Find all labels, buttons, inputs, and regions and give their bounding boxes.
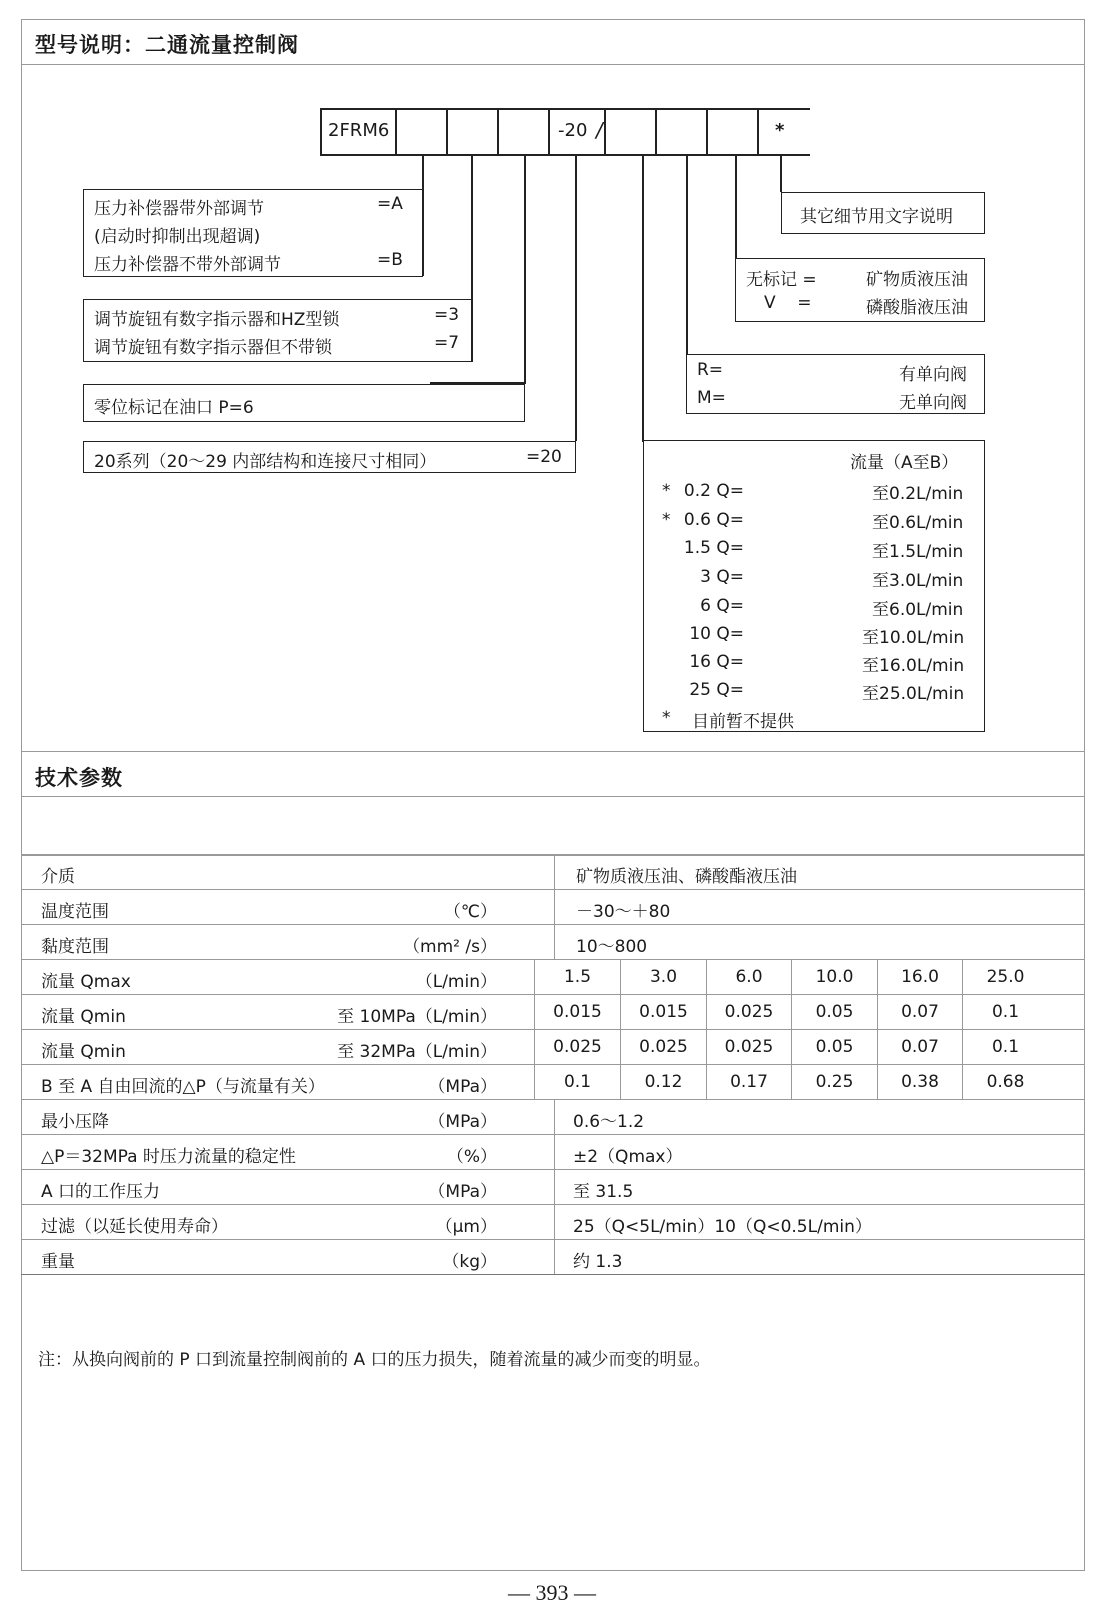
- param-unit: 至 32MPa（L/min）: [337, 1042, 497, 1062]
- table-cell: 0.1: [962, 1030, 1048, 1064]
- flow-q: 25 Q=: [689, 680, 744, 700]
- series-value: =20: [526, 447, 562, 467]
- flow-value: 至0.2L/min: [872, 484, 964, 504]
- param-unit: （mm² /s）: [403, 937, 497, 957]
- param-unit: （℃）: [443, 902, 497, 922]
- code-series: -20: [558, 120, 588, 141]
- tech-section-title: 技术参数: [35, 766, 123, 790]
- option-3-value: =3: [434, 305, 460, 325]
- param-value: 约 1.3: [573, 1252, 623, 1272]
- table-row: [21, 1100, 1085, 1135]
- flow-value: 至0.6L/min: [872, 513, 964, 533]
- fluid-value-2: 磷酸脂液压油: [866, 298, 968, 318]
- param-unit: （μm）: [435, 1217, 497, 1237]
- flow-q: 10 Q=: [689, 624, 744, 644]
- table-cell: 0.05: [791, 995, 877, 1029]
- check-valve-box: [686, 354, 985, 414]
- param-label: 流量 Qmax: [41, 972, 131, 992]
- flow-q: 1.5 Q=: [683, 538, 744, 558]
- param-label: A 口的工作压力: [41, 1182, 161, 1202]
- flow-q: 0.2 Q=: [683, 481, 744, 501]
- table-cell: 0.025: [706, 1030, 791, 1064]
- table-row: [21, 960, 1085, 995]
- param-value: 矿物质液压油、磷酸酯液压油: [576, 867, 797, 887]
- option-7-value: =7: [434, 333, 460, 353]
- flow-q: 0.6 Q=: [683, 510, 744, 530]
- option-b-label: 压力补偿器不带外部调节: [94, 255, 281, 275]
- param-value: 至 31.5: [573, 1182, 634, 1202]
- table-row: [21, 995, 1085, 1030]
- param-label: B 至 A 自由回流的△P（与流量有关）: [41, 1077, 325, 1097]
- table-cell: 0.17: [706, 1065, 791, 1099]
- param-label: 介质: [41, 867, 75, 887]
- table-row: [21, 1030, 1085, 1065]
- check-key-r: R=: [697, 360, 724, 380]
- table-cell: 0.07: [877, 1030, 962, 1064]
- other-details-box: [781, 192, 985, 234]
- fluid-key-1: 无标记 =: [746, 270, 817, 290]
- table-cell: 0.68: [962, 1065, 1048, 1099]
- param-label: 流量 Qmin: [41, 1042, 126, 1062]
- flow-option-box: [643, 440, 985, 732]
- table-cell: 0.025: [706, 995, 791, 1029]
- param-label: 温度范围: [41, 902, 109, 922]
- compensator-option-box: [83, 189, 423, 277]
- table-row: [21, 1065, 1085, 1100]
- code-slash: /: [596, 118, 603, 142]
- table-row: [21, 925, 1085, 960]
- model-code-strip: [320, 108, 810, 156]
- flow-value: 至25.0L/min: [862, 684, 965, 704]
- check-value-m: 无单向阀: [899, 393, 967, 413]
- table-cell: 0.015: [534, 995, 620, 1029]
- flow-q: 16 Q=: [689, 652, 744, 672]
- series-label: 20系列（20～29 内部结构和连接尺寸相同）: [94, 452, 437, 472]
- option-3-label: 调节旋钮有数字指示器和HZ型锁: [94, 310, 340, 330]
- model-section-header: [21, 19, 1085, 65]
- table-cell: 0.05: [791, 1030, 877, 1064]
- flow-value: 至1.5L/min: [872, 542, 964, 562]
- zero-mark-box: [83, 384, 525, 422]
- table-row: [21, 1170, 1085, 1205]
- flow-value: 至16.0L/min: [862, 656, 965, 676]
- table-cell: 0.025: [534, 1030, 620, 1064]
- other-details-label: 其它细节用文字说明: [800, 207, 953, 227]
- flow-q: 6 Q=: [700, 596, 744, 616]
- zero-mark-label: 零位标记在油口 P=6: [94, 398, 254, 418]
- table-cell: 0.07: [877, 995, 962, 1029]
- table-cell: 0.12: [620, 1065, 706, 1099]
- param-value: 25（Q<5L/min）10（Q<0.5L/min）: [573, 1217, 872, 1237]
- param-unit: （L/min）: [415, 972, 497, 992]
- param-label: △P＝32MPa 时压力流量的稳定性: [41, 1147, 296, 1167]
- knob-option-box: [83, 299, 472, 362]
- table-cell: 0.38: [877, 1065, 962, 1099]
- flow-footnote: 目前暂不提供: [692, 712, 794, 732]
- flow-footnote-mark: *: [662, 708, 671, 728]
- check-value-r: 有单向阀: [899, 365, 967, 385]
- fluid-value-1: 矿物质液压油: [866, 270, 968, 290]
- flow-mark: *: [662, 481, 671, 501]
- table-cell: 10.0: [791, 960, 877, 994]
- table-cell: 6.0: [706, 960, 791, 994]
- param-unit: （MPa）: [428, 1077, 497, 1097]
- table-cell: 0.25: [791, 1065, 877, 1099]
- flow-mark: *: [662, 510, 671, 530]
- table-cell: 0.1: [962, 995, 1048, 1029]
- series-box: [83, 441, 576, 473]
- table-cell: 3.0: [620, 960, 706, 994]
- model-section-title: 型号说明：二通流量控制阀: [35, 33, 299, 57]
- param-unit: 至 10MPa（L/min）: [337, 1007, 497, 1027]
- param-label: 重量: [41, 1252, 75, 1272]
- option-a-value: =A: [377, 194, 403, 214]
- check-key-m: M=: [697, 388, 726, 408]
- param-value: ±2（Qmax）: [573, 1147, 683, 1167]
- param-label: 过滤（以延长使用寿命）: [41, 1217, 228, 1237]
- table-cell: 16.0: [877, 960, 962, 994]
- param-value: 0.6～1.2: [573, 1112, 645, 1132]
- param-value: 10～800: [576, 937, 648, 957]
- option-a-note: (启动时抑制出现超调): [94, 227, 261, 247]
- flow-value: 至3.0L/min: [872, 571, 964, 591]
- table-cell: 1.5: [534, 960, 620, 994]
- tech-section-header: [21, 751, 1085, 797]
- table-row: [21, 1135, 1085, 1170]
- page-number: — 393 —: [508, 1580, 596, 1605]
- option-7-label: 调节旋钮有数字指示器但不带锁: [94, 338, 332, 358]
- param-unit: （MPa）: [428, 1182, 497, 1202]
- code-asterisk: *: [775, 120, 785, 141]
- fluid-key-2: V =: [764, 293, 812, 313]
- fluid-option-box: [735, 258, 985, 322]
- flow-value: 至6.0L/min: [872, 600, 964, 620]
- table-cell: 0.015: [620, 995, 706, 1029]
- param-unit: （kg）: [442, 1252, 497, 1272]
- table-row: [21, 855, 1085, 890]
- table-cell: 0.1: [534, 1065, 620, 1099]
- table-cell: 25.0: [962, 960, 1048, 994]
- option-b-value: =B: [377, 250, 403, 270]
- param-unit: （%）: [446, 1147, 497, 1167]
- flow-value: 至10.0L/min: [862, 628, 965, 648]
- param-unit: （MPa）: [428, 1112, 497, 1132]
- table-row: [21, 890, 1085, 925]
- footnote: 注：从换向阀前的 P 口到流量控制阀前的 A 口的压力损失，随着流量的减少而变的明显。: [38, 1350, 711, 1370]
- param-value: －30～＋80: [576, 902, 671, 922]
- table-cell: 0.025: [620, 1030, 706, 1064]
- flow-q: 3 Q=: [700, 567, 744, 587]
- option-a-label: 压力补偿器带外部调节: [94, 199, 264, 219]
- code-base: 2FRM6: [328, 120, 390, 141]
- tech-spacer: [21, 797, 1085, 855]
- param-label: 黏度范围: [41, 937, 109, 957]
- flow-title: 流量（A至B）: [850, 453, 959, 473]
- table-row: [21, 1205, 1085, 1240]
- param-label: 流量 Qmin: [41, 1007, 126, 1027]
- param-label: 最小压降: [41, 1112, 109, 1132]
- table-row: [21, 1240, 1085, 1275]
